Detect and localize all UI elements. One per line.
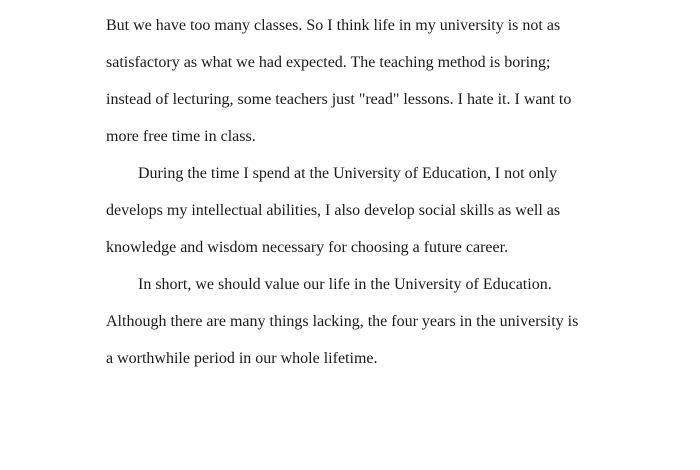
- text-line-3: instead of lecturing, some teachers just "read" lessons. I hate it. I want to: [106, 91, 572, 108]
- text-line-8: In short, we should value our life in the University of Education.: [138, 276, 552, 293]
- text-line-1: But we have too many classes. So I think life in my university is not as: [106, 17, 561, 34]
- text-line-4: more free time in class.: [106, 128, 256, 145]
- text-line-7: knowledge and wisdom necessary for choosing a future career.: [106, 239, 509, 256]
- text-line-10: a worthwhile period in our whole lifetime.: [106, 350, 378, 367]
- text-line-5: During the time I spend at the University of Education, I not only: [138, 165, 558, 182]
- text-line-6: develops my intellectual abilities, I also develop social skills as well as: [106, 202, 561, 219]
- text-line-9: Although there are many things lacking, the four years in the university is: [106, 313, 579, 330]
- text-line-2: satisfactory as what we had expected. The teaching method is boring;: [106, 54, 551, 71]
